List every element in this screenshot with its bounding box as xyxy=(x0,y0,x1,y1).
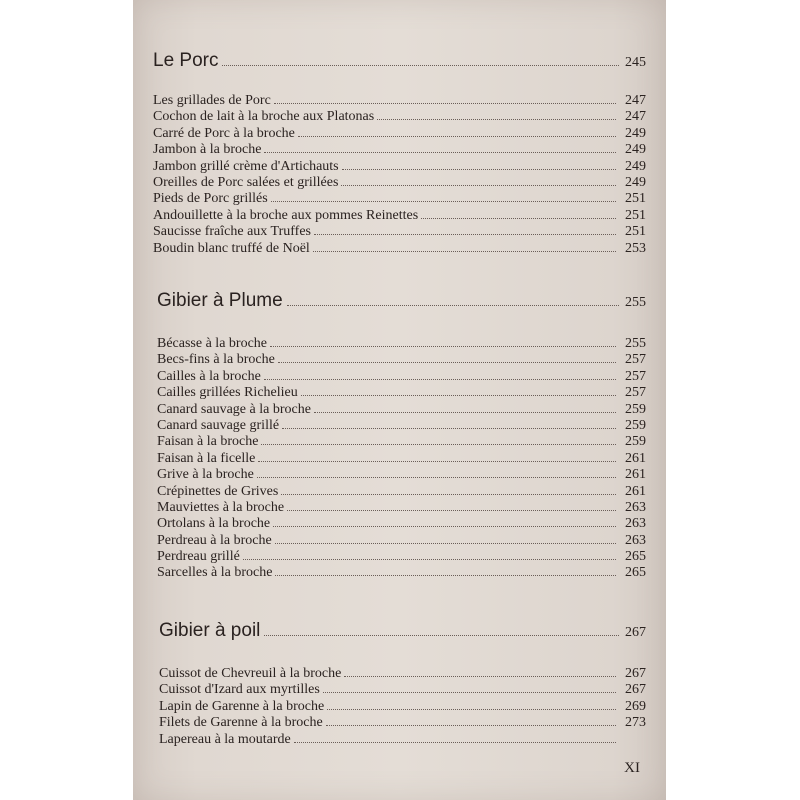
section-page-number: 255 xyxy=(625,295,646,310)
entry-list xyxy=(159,666,646,748)
leader-dots xyxy=(287,305,619,306)
entry-list xyxy=(157,336,646,582)
entry-page: 265 xyxy=(625,565,646,581)
page-folio: XI xyxy=(624,760,640,776)
entry-label: Cailles à la broche xyxy=(157,368,261,384)
entry-label: Jambon grillé crème d'Artichauts xyxy=(153,158,339,174)
section-title: Gibier à poil xyxy=(159,620,261,641)
leader-dots xyxy=(323,692,616,693)
toc-entry xyxy=(157,369,646,385)
entry-page: 259 xyxy=(625,401,646,417)
entry-label: Lapereau à la moutarde xyxy=(159,731,291,747)
entry-page: 257 xyxy=(625,385,646,401)
leader-dots xyxy=(274,103,616,104)
entry-page: 247 xyxy=(625,109,646,125)
entry-page: 247 xyxy=(625,93,646,108)
toc-entry xyxy=(157,336,646,352)
leader-dots xyxy=(275,543,616,544)
entry-page: 265 xyxy=(625,549,646,565)
section-gibier-a-plume xyxy=(157,290,646,582)
section-page-number: 245 xyxy=(625,55,646,70)
toc-entry xyxy=(153,191,646,207)
toc-entry xyxy=(157,434,646,450)
entry-page: 263 xyxy=(625,499,646,515)
leader-dots xyxy=(261,444,616,445)
entry-label: Faisan à la broche xyxy=(157,434,259,450)
toc-entry xyxy=(157,549,646,565)
entry-page: 257 xyxy=(625,352,646,368)
leader-dots xyxy=(327,709,616,710)
entry-label: Mauviettes à la broche xyxy=(157,499,285,515)
toc-entry xyxy=(153,159,646,175)
leader-dots xyxy=(257,477,616,478)
entry-page: 251 xyxy=(625,224,646,240)
section-le-porc xyxy=(153,50,646,257)
toc-entry xyxy=(157,451,646,467)
entry-page: 249 xyxy=(625,158,646,174)
entry-page: 253 xyxy=(625,240,646,256)
section-title-row xyxy=(159,620,646,646)
entry-label: Boudin blanc truffé de Noël xyxy=(153,240,310,256)
book-page xyxy=(133,0,666,800)
toc-entry xyxy=(153,241,646,257)
leader-dots xyxy=(298,136,616,137)
entry-label: Perdreau grillé xyxy=(157,549,240,565)
toc-entry xyxy=(157,484,646,500)
section-title: Gibier à Plume xyxy=(157,290,283,311)
entry-page: 269 xyxy=(625,698,646,714)
leader-dots xyxy=(273,526,616,527)
leader-dots xyxy=(271,201,616,202)
leader-dots xyxy=(301,395,616,396)
leader-dots xyxy=(270,346,616,347)
entry-page: 259 xyxy=(625,417,646,433)
toc-entry xyxy=(159,699,646,715)
entry-page: 259 xyxy=(625,434,646,450)
entry-page: 263 xyxy=(625,516,646,532)
leader-dots xyxy=(313,251,616,252)
entry-label: Becs-fins à la broche xyxy=(157,352,275,368)
section-title-row xyxy=(157,290,646,316)
leader-dots xyxy=(314,234,616,235)
entry-label: Canard sauvage grillé xyxy=(157,417,280,433)
entry-label: Jambon à la broche xyxy=(153,142,262,158)
entry-label: Crépinettes de Grives xyxy=(157,483,279,499)
entry-label: Ortolans à la broche xyxy=(157,516,271,532)
entry-label: Cuissot de Chevreuil à la broche xyxy=(159,666,342,681)
entry-page: 249 xyxy=(625,142,646,158)
entry-label: Canard sauvage à la broche xyxy=(157,401,311,417)
entry-label: Sarcelles à la broche xyxy=(157,565,273,581)
toc-entry xyxy=(157,565,646,581)
entry-page: 267 xyxy=(625,666,646,681)
leader-dots xyxy=(287,510,616,511)
entry-label: Cailles grillées Richelieu xyxy=(157,385,298,401)
leader-dots xyxy=(264,152,616,153)
section-title: Le Porc xyxy=(153,50,219,71)
entry-page: 261 xyxy=(625,467,646,483)
toc-entry xyxy=(153,109,646,125)
leader-dots xyxy=(344,676,616,677)
toc-entry xyxy=(157,516,646,532)
entry-page: 261 xyxy=(625,450,646,466)
entry-label: Les grillades de Porc xyxy=(153,93,271,108)
leader-dots xyxy=(341,185,616,186)
leader-dots xyxy=(264,635,619,636)
entry-label: Cochon de lait à la broche aux Platonas xyxy=(153,109,375,125)
toc-entry xyxy=(159,682,646,698)
entry-label: Pieds de Porc grillés xyxy=(153,191,268,207)
toc-entry xyxy=(153,142,646,158)
entry-page: 249 xyxy=(625,174,646,190)
entry-label: Carré de Porc à la broche xyxy=(153,125,295,141)
toc-entry xyxy=(157,533,646,549)
leader-dots xyxy=(342,169,616,170)
leader-dots xyxy=(264,379,616,380)
leader-dots xyxy=(222,65,619,66)
leader-dots xyxy=(278,362,616,363)
toc-entry xyxy=(159,732,646,748)
entry-page: 255 xyxy=(625,336,646,351)
leader-dots xyxy=(377,119,616,120)
toc-entry xyxy=(157,352,646,368)
leader-dots xyxy=(243,559,616,560)
entry-label: Grive à la broche xyxy=(157,467,254,483)
entry-label: Saucisse fraîche aux Truffes xyxy=(153,224,311,240)
toc-entry xyxy=(153,224,646,240)
entry-list xyxy=(153,93,646,257)
toc-entry xyxy=(153,208,646,224)
entry-label: Perdreau à la broche xyxy=(157,532,272,548)
toc-entry xyxy=(153,126,646,142)
toc-entry xyxy=(157,467,646,483)
leader-dots xyxy=(294,742,616,743)
entry-page: 249 xyxy=(625,125,646,141)
toc-entry xyxy=(153,175,646,191)
entry-label: Faisan à la ficelle xyxy=(157,450,256,466)
section-page-number: 267 xyxy=(625,625,646,640)
leader-dots xyxy=(258,461,616,462)
entry-label: Cuissot d'Izard aux myrtilles xyxy=(159,682,320,698)
toc-entry xyxy=(157,385,646,401)
toc-entry xyxy=(159,666,646,682)
toc-entry xyxy=(153,93,646,109)
leader-dots xyxy=(281,494,616,495)
entry-label: Oreilles de Porc salées et grillées xyxy=(153,174,339,190)
leader-dots xyxy=(275,575,616,576)
entry-page: 251 xyxy=(625,191,646,207)
entry-page: 267 xyxy=(625,682,646,698)
leader-dots xyxy=(314,412,616,413)
entry-page: 251 xyxy=(625,207,646,223)
entry-page: 263 xyxy=(625,532,646,548)
leader-dots xyxy=(282,428,616,429)
entry-page: 273 xyxy=(625,715,646,731)
toc-entry xyxy=(157,500,646,516)
leader-dots xyxy=(326,725,616,726)
section-gibier-a-poil xyxy=(159,620,646,748)
toc-entry xyxy=(159,715,646,731)
toc-entry xyxy=(157,402,646,418)
section-title-row xyxy=(153,50,646,76)
toc-entry xyxy=(157,418,646,434)
entry-label: Andouillette à la broche aux pommes Reinettes xyxy=(153,207,419,223)
entry-label: Bécasse à la broche xyxy=(157,336,267,351)
entry-label: Lapin de Garenne à la broche xyxy=(159,698,325,714)
entry-page: 257 xyxy=(625,368,646,384)
leader-dots xyxy=(421,218,616,219)
entry-page: 261 xyxy=(625,483,646,499)
entry-label: Filets de Garenne à la broche xyxy=(159,715,323,731)
